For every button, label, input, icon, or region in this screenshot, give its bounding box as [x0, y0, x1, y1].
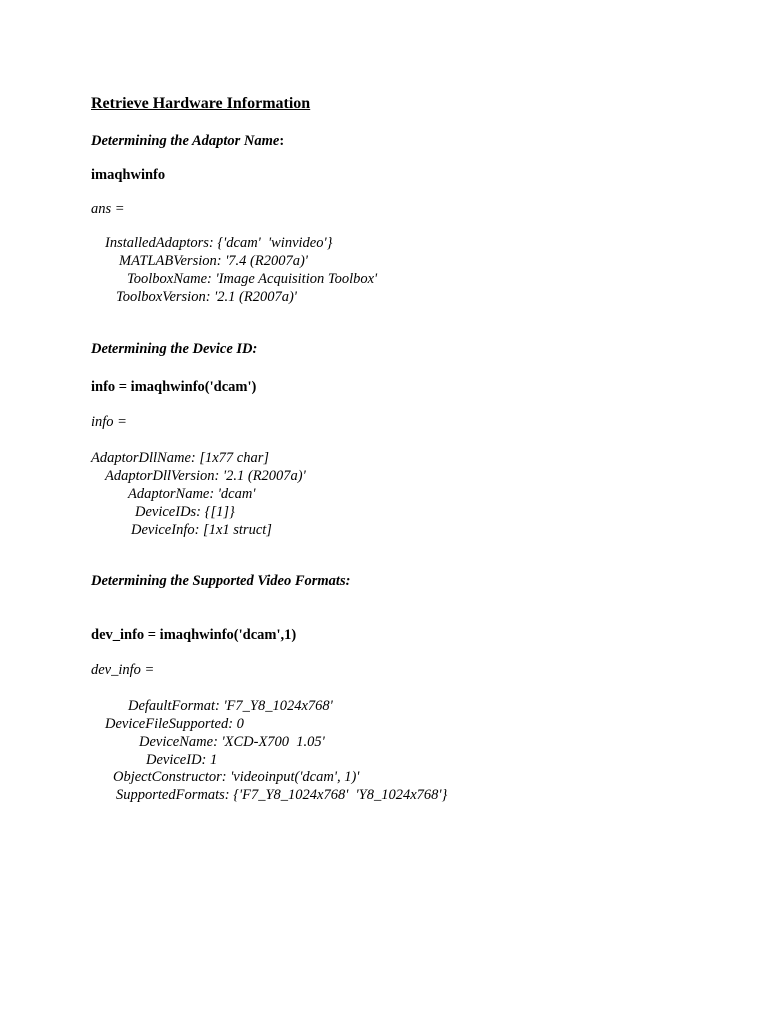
- output-line: ToolboxVersion: '2.1 (R2007a)': [116, 289, 297, 305]
- section-heading-video-formats: Determining the Supported Video Formats:: [91, 573, 351, 589]
- section-heading-device-id: Determining the Device ID:: [91, 341, 258, 357]
- output-line: AdaptorDllName: [1x77 char]: [91, 450, 270, 466]
- section-heading-adaptor-name: [91, 132, 284, 150]
- output-line: ObjectConstructor: 'videoinput('dcam', 1)': [113, 769, 360, 785]
- output-line: InstalledAdaptors: {'dcam' 'winvideo'}: [105, 235, 333, 251]
- output-line: DeviceName: 'XCD-X700 1.05': [139, 734, 325, 750]
- command-line: imaqhwinfo: [91, 167, 166, 183]
- output-line: ToolboxName: 'Image Acquisition Toolbox': [127, 271, 378, 287]
- output-variable: dev_info =: [91, 662, 155, 678]
- output-variable: info =: [91, 414, 127, 430]
- output-line: SupportedFormats: {'F7_Y8_1024x768' 'Y8_1024x768'}: [116, 787, 448, 803]
- output-variable: ans =: [91, 201, 125, 217]
- output-line: DeviceFileSupported: 0: [105, 716, 244, 732]
- output-line: DeviceIDs: {[1]}: [135, 504, 235, 520]
- output-line: AdaptorDllVersion: '2.1 (R2007a)': [105, 468, 306, 484]
- command-line: info = imaqhwinfo('dcam'): [91, 379, 257, 395]
- command-line: dev_info = imaqhwinfo('dcam',1): [91, 627, 297, 643]
- output-line: DeviceInfo: [1x1 struct]: [131, 522, 272, 538]
- output-line: MATLABVersion: '7.4 (R2007a)': [119, 253, 308, 269]
- section-heading-text: Determining the Adaptor Name: [91, 133, 280, 149]
- output-line: DefaultFormat: 'F7_Y8_1024x768': [128, 698, 333, 714]
- output-line: AdaptorName: 'dcam': [128, 486, 256, 502]
- section-heading-colon: :: [279, 133, 285, 149]
- output-line: DeviceID: 1: [146, 752, 218, 768]
- page-title: Retrieve Hardware Information: [91, 95, 311, 112]
